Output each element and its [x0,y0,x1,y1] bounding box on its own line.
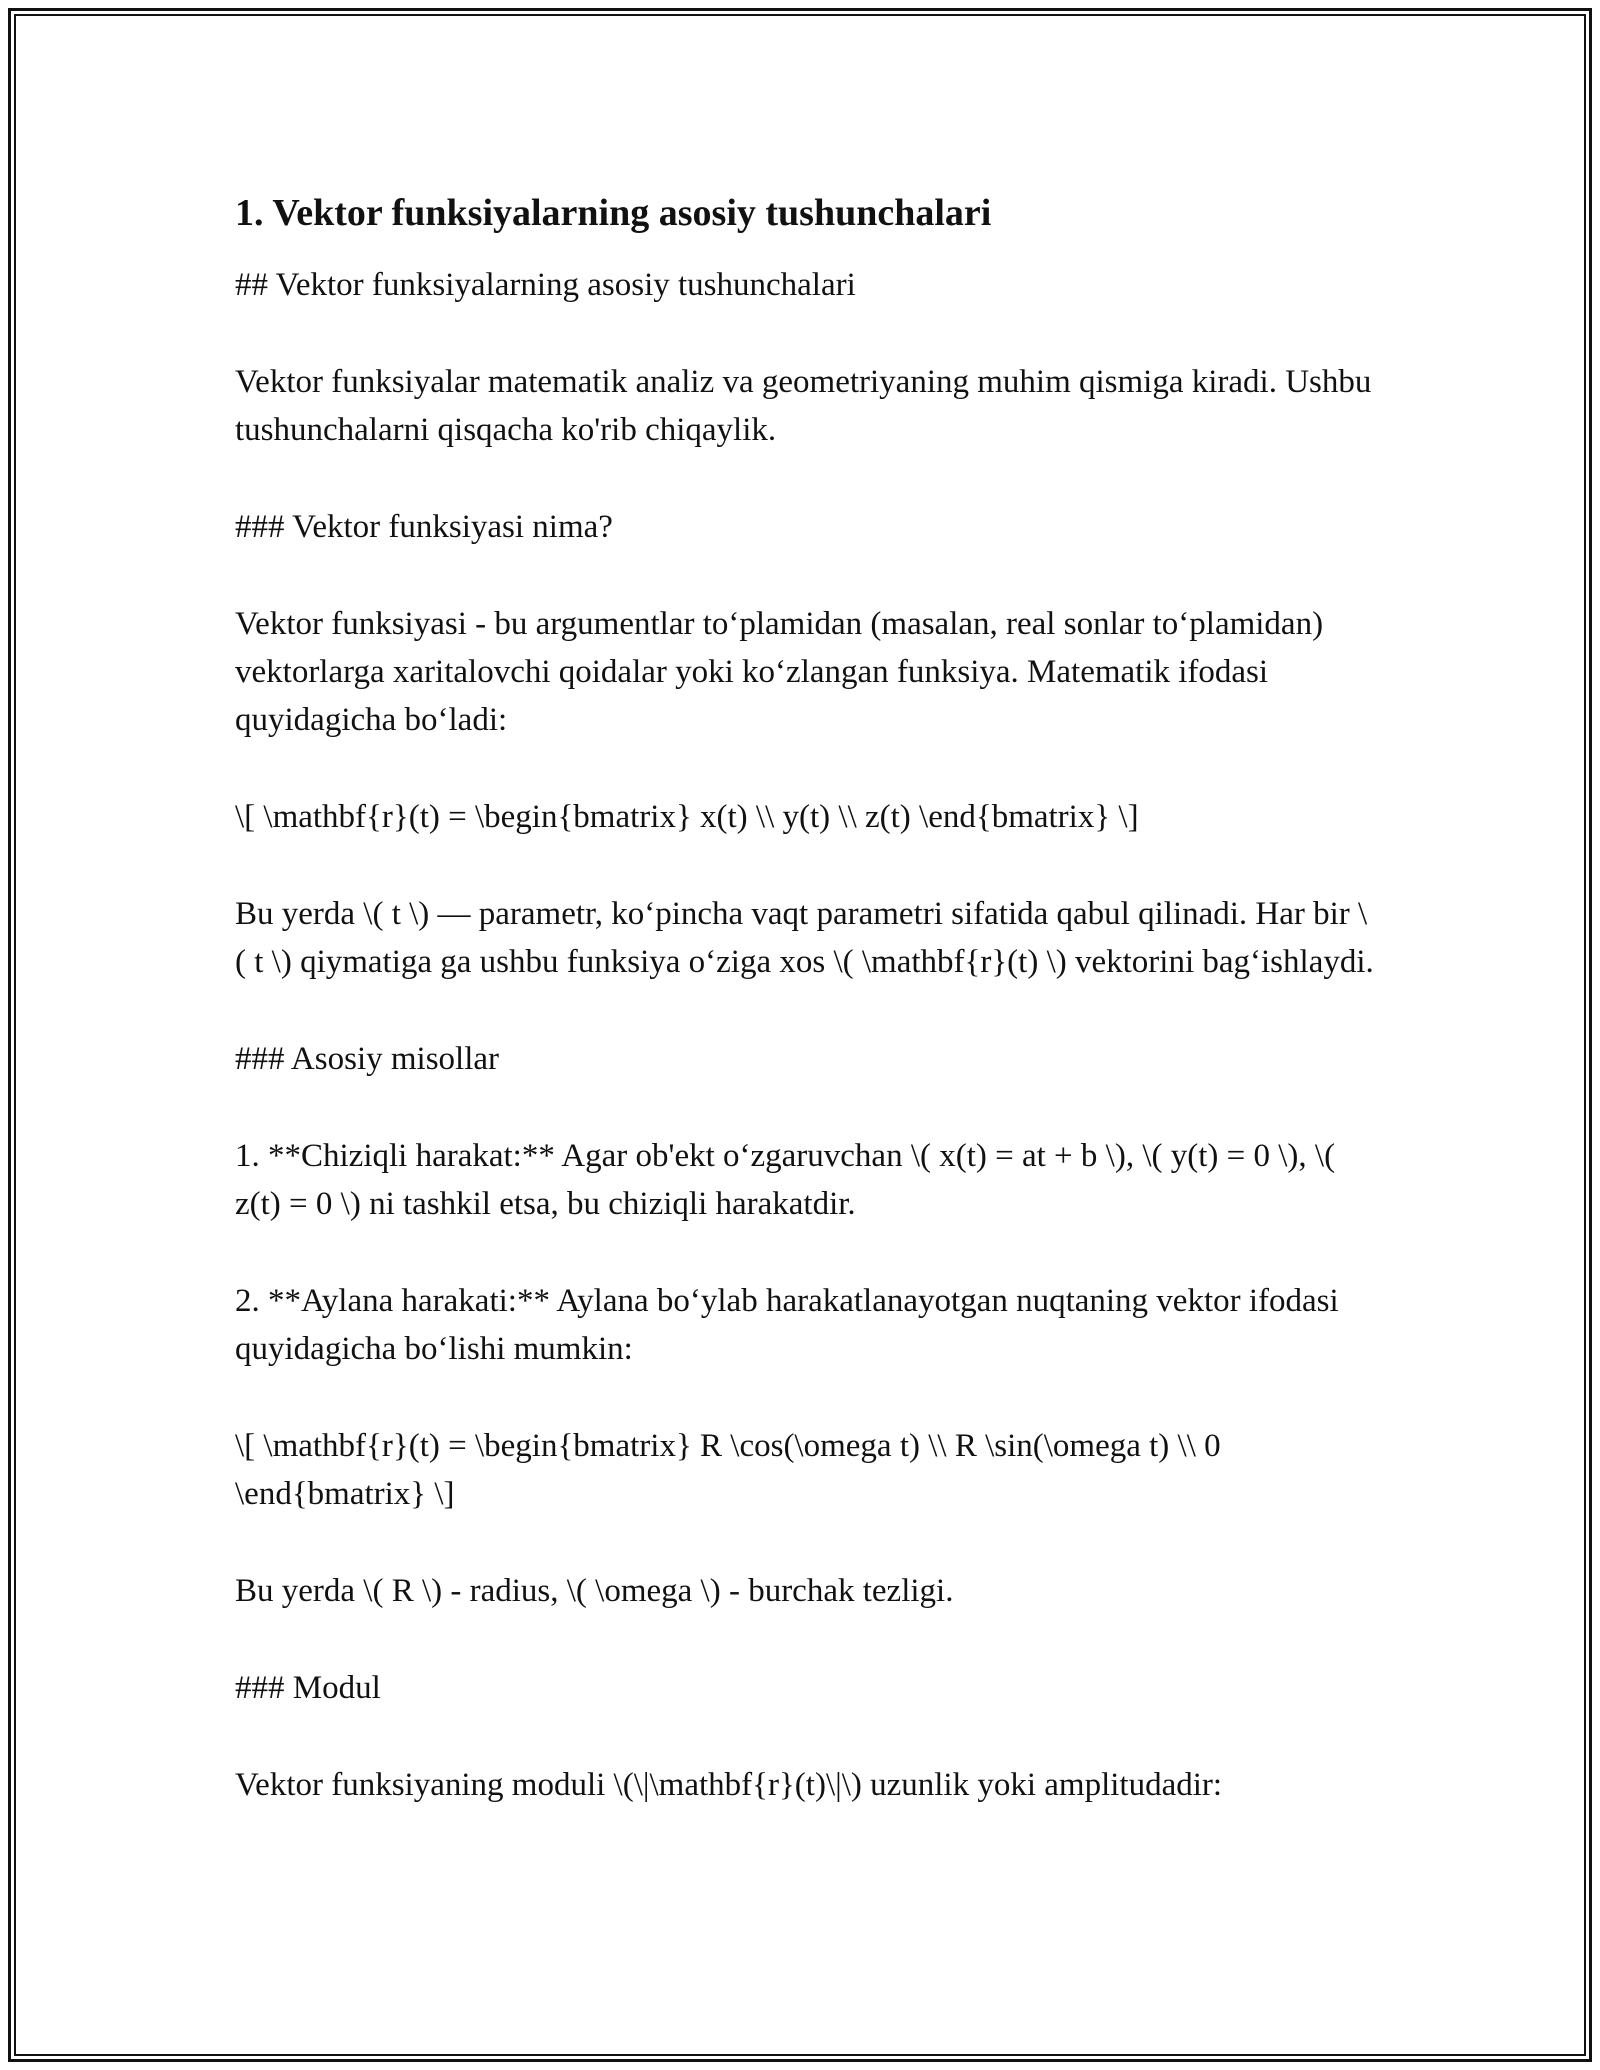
intro-paragraph: Vektor funksiyalar matematik analiz va geometriyaning muhim qismiga kiradi. Ushbu tushunchalarni qisqacha ko'rib chiqaylik. [235,364,1372,448]
parameter-explanation-paragraph: Bu yerda \( t \) — parametr, ko‘pincha vaqt parametri sifatida qabul qilinadi. Har bir \( t \) qiymatiga ga ushbu funksiya o‘ziga xos \( \mathbf{r}(t) \) vektorini bag‘ishlaydi. [235,896,1374,980]
modulus-paragraph: Vektor funksiyaning moduli \(\|\mathbf{r}(t)\|\) uzunlik yoki amplitudadir: [235,1767,1223,1803]
example-circular-motion: 2. **Aylana harakati:** Aylana bo‘ylab harakatlanayotgan nuqtaning vektor ifodasi quyidagicha bo‘lishi mumkin: [235,1283,1339,1367]
radius-explanation-paragraph: Bu yerda \( R \) - radius, \( \omega \) - burchak tezligi. [235,1573,954,1609]
example-linear-motion: 1. **Chiziqli harakat:** Agar ob'ekt o‘zgaruvchan \( x(t) = at + b \), \( y(t) = 0 \), \( z(t) = 0 \) ni tashkil etsa, bu chiziqli harakatdir. [235,1138,1336,1222]
heading-modulus: ### Modul [235,1670,381,1706]
formula-circular-motion: \[ \mathbf{r}(t) = \begin{bmatrix} R \cos(\omega t) \\ R \sin(\omega t) \\ 0 \end{bmatrix} \] [235,1428,1221,1512]
heading-markdown-h2: ## Vektor funksiyalarning asosiy tushunchalari [235,267,856,303]
definition-paragraph: Vektor funksiyasi - bu argumentlar to‘plamidan (masalan, real sonlar to‘plamidan) vektorlarga xaritalovchi qoidalar yoki ko‘zlangan funksiya. Matematik ifodasi quyidagicha bo‘ladi: [235,606,1324,738]
document-body [235,185,1375,1809]
formula-vector-function: \[ \mathbf{r}(t) = \begin{bmatrix} x(t) \\ y(t) \\ z(t) \end{bmatrix} \] [235,799,1139,835]
heading-what-is-vector-function: ### Vektor funksiyasi nima? [235,509,613,545]
document-title: 1. Vektor funksiyalarning asosiy tushunchalari [235,192,992,234]
heading-main-examples: ### Asosiy misollar [235,1041,500,1077]
